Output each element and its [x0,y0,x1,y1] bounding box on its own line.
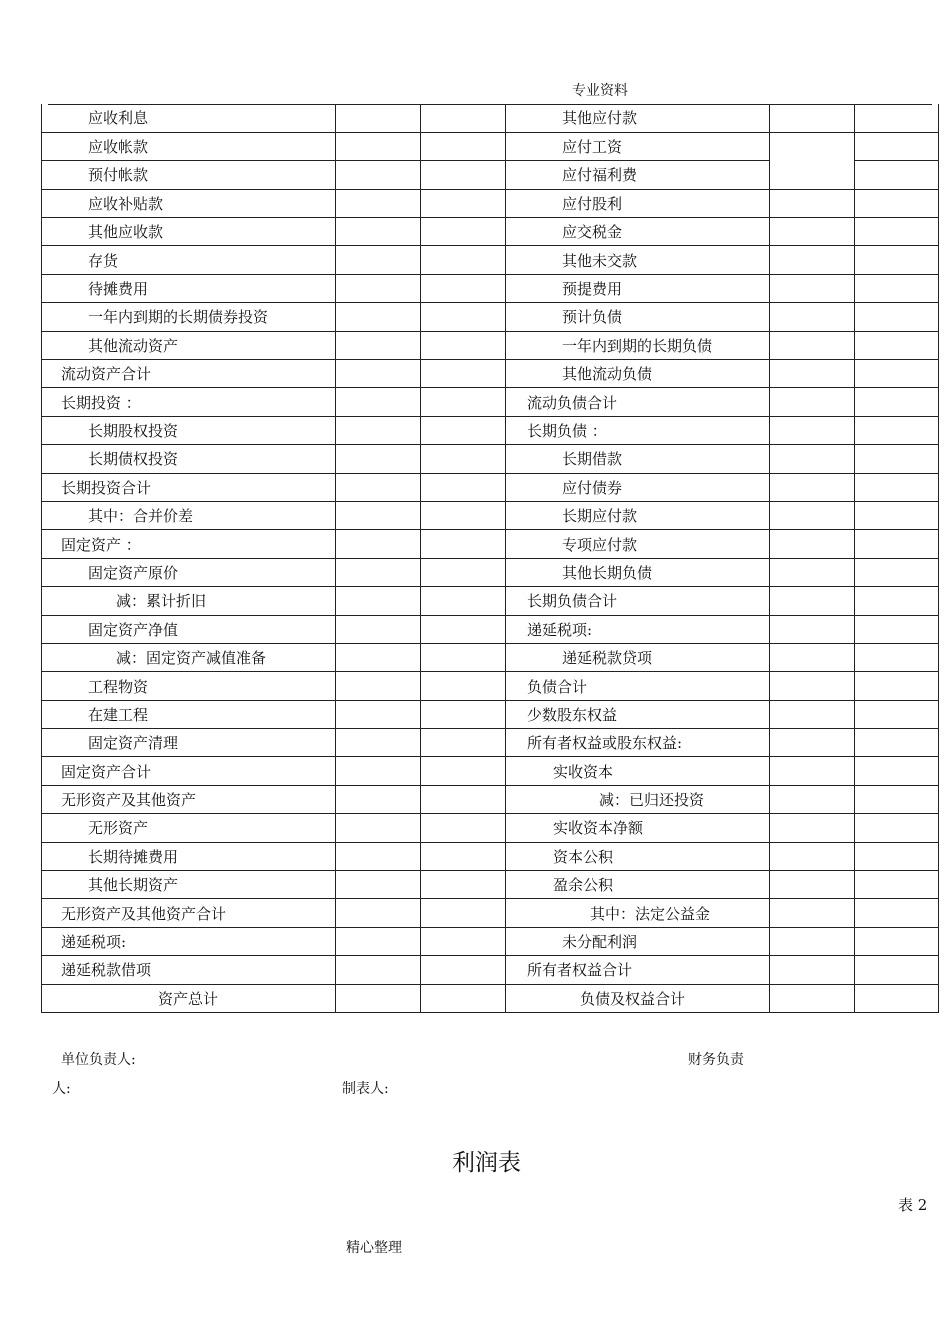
asset-end-cell [421,445,506,473]
asset-begin-cell [336,984,421,1012]
asset-item [42,303,336,331]
asset-end-cell [421,501,506,529]
asset-begin-cell [336,303,421,331]
asset-end-cell [421,842,506,870]
liability-end-cell [855,473,939,501]
asset-end-cell [421,161,506,189]
asset-item [42,416,336,444]
liability-end-cell [855,842,939,870]
liability-item-text: 长期负债 ： [527,421,607,440]
asset-end-cell [421,473,506,501]
liability-end-cell [855,218,939,246]
unit-head-label: 单位负责人: [61,1052,136,1068]
asset-end-cell [421,416,506,444]
asset-item [42,246,336,274]
liability-end-cell [855,331,939,359]
asset-end-cell [421,388,506,416]
liability-begin-cell [770,416,855,444]
liability-item-text: 少数股东权益 [527,705,618,724]
liability-item-text: 其中：法定公益金 [590,904,711,923]
liability-end-cell [855,104,939,132]
asset-item [42,643,336,671]
asset-begin-cell [336,785,421,813]
liability-end-cell [855,643,939,671]
asset-end-cell [421,218,506,246]
asset-begin-cell [336,700,421,728]
asset-item-text: 流动资产合计 [61,365,152,384]
liability-item [506,871,770,899]
liability-item [506,416,770,444]
liability-item-text: 减：已归还投资 [599,791,705,810]
liability-item [506,246,770,274]
asset-end-cell [421,530,506,558]
liability-begin-cell [770,899,855,927]
asset-item-text: 无形资产 [88,819,149,838]
table-row [42,871,939,899]
liability-begin-cell [770,700,855,728]
table-row [42,530,939,558]
liability-item [506,218,770,246]
table-row [42,587,939,615]
asset-end-cell [421,956,506,984]
liability-item-text: 其他长期负债 [562,563,653,582]
liability-begin-cell [770,643,855,671]
asset-item-text: 固定资产清理 [88,734,179,753]
liability-item-text: 所有者权益合计 [527,961,633,980]
asset-item [42,161,336,189]
liability-begin-cell [770,842,855,870]
asset-item-text: 工程物资 [88,677,149,696]
liability-item [506,927,770,955]
asset-begin-cell [336,757,421,785]
asset-begin-cell [336,388,421,416]
liability-begin-cell [770,218,855,246]
liability-item [506,842,770,870]
asset-begin-cell [336,416,421,444]
asset-end-cell [421,246,506,274]
asset-end-cell [421,587,506,615]
asset-item-text: 其中：合并价差 [88,507,194,526]
asset-begin-cell [336,643,421,671]
asset-begin-cell [336,729,421,757]
asset-begin-cell [336,558,421,586]
table-row [42,331,939,359]
asset-item [42,672,336,700]
liability-item-text: 流动负债合计 [527,393,618,412]
asset-end-cell [421,274,506,302]
liability-begin-cell [770,785,855,813]
liability-end-cell [855,360,939,388]
table-row [42,785,939,813]
liability-begin-cell [770,331,855,359]
asset-item-text: 存货 [88,251,119,270]
finance-head-label: 财务负责 [688,1052,744,1068]
asset-item-text: 固定资产 ： [61,535,141,554]
page-header: 专业资料 [572,83,628,99]
liability-item [506,984,770,1012]
table-row [42,501,939,529]
asset-item [42,530,336,558]
asset-item-text: 长期债权投资 [88,450,179,469]
liability-begin-cell [770,615,855,643]
asset-end-cell [421,927,506,955]
asset-item [42,899,336,927]
liability-end-cell [855,530,939,558]
liability-begin-cell [770,274,855,302]
asset-item-text: 固定资产合计 [61,762,152,781]
liability-item [506,445,770,473]
liability-item-text: 长期借款 [562,450,623,469]
liability-begin-cell [770,303,855,331]
asset-begin-cell [336,218,421,246]
asset-end-cell [421,615,506,643]
asset-item-text: 递延税项: [61,933,127,952]
liability-item [506,104,770,132]
balance-sheet-table [41,104,939,1013]
liability-end-cell [855,246,939,274]
liability-item-text: 一年内到期的长期负债 [562,336,713,355]
asset-item-text: 长期投资合计 [61,478,152,497]
liability-item [506,643,770,671]
table-row [42,189,939,217]
asset-end-cell [421,785,506,813]
liability-end-cell [855,189,939,217]
asset-begin-cell [336,274,421,302]
table-row [42,700,939,728]
asset-item [42,927,336,955]
finance-head-label-cont: 人: [52,1081,71,1097]
asset-item-text: 长期投资 ： [61,393,141,412]
asset-begin-cell [336,672,421,700]
table-row [42,729,939,757]
table-row [42,643,939,671]
asset-item [42,814,336,842]
liability-begin-cell [770,246,855,274]
liability-item-text: 资本公积 [553,847,614,866]
asset-item [42,218,336,246]
liability-begin-cell [770,530,855,558]
table-row [42,558,939,586]
liability-item [506,729,770,757]
liability-item-text: 预提费用 [562,280,623,299]
asset-item [42,587,336,615]
liability-item-text: 应交税金 [562,223,623,242]
asset-begin-cell [336,189,421,217]
asset-item [42,871,336,899]
asset-begin-cell [336,501,421,529]
liability-end-cell [855,445,939,473]
liability-item [506,189,770,217]
liability-begin-cell [770,587,855,615]
asset-begin-cell [336,615,421,643]
asset-item-text: 减：累计折旧 [116,592,207,611]
asset-end-cell [421,672,506,700]
asset-item [42,132,336,160]
asset-item-text: 在建工程 [88,705,149,724]
asset-item [42,984,336,1012]
asset-item-text: 减：固定资产减值准备 [116,649,267,668]
table-row [42,388,939,416]
liability-item-text: 所有者权益或股东权益: [527,734,683,753]
liability-item [506,501,770,529]
table-row [42,842,939,870]
asset-item [42,757,336,785]
liability-end-cell [855,956,939,984]
liability-end-cell [855,672,939,700]
asset-begin-cell [336,445,421,473]
table-row [42,303,939,331]
asset-item [42,700,336,728]
table-row [42,757,939,785]
asset-item [42,445,336,473]
liability-end-cell [855,899,939,927]
liability-item [506,558,770,586]
liability-item [506,161,770,189]
table-row [42,218,939,246]
liability-end-cell [855,587,939,615]
liability-item [506,956,770,984]
liability-begin-cell [770,814,855,842]
table-row [42,132,939,160]
asset-item [42,104,336,132]
asset-item [42,501,336,529]
liability-end-cell [855,757,939,785]
asset-item [42,331,336,359]
liability-end-cell [855,501,939,529]
liability-item [506,388,770,416]
asset-begin-cell [336,104,421,132]
asset-item [42,274,336,302]
asset-begin-cell [336,161,421,189]
liability-item [506,615,770,643]
asset-end-cell [421,360,506,388]
asset-begin-cell [336,246,421,274]
asset-end-cell [421,104,506,132]
asset-begin-cell [336,530,421,558]
asset-item-text: 长期股权投资 [88,421,179,440]
asset-item-text: 其他应收款 [88,223,164,242]
table-row [42,672,939,700]
asset-item-text: 待摊费用 [88,280,149,299]
preparer-label: 制表人: [342,1081,389,1097]
asset-item [42,956,336,984]
liability-begin-cell [770,927,855,955]
asset-begin-cell [336,331,421,359]
asset-item-text: 一年内到期的长期债券投资 [88,308,269,327]
asset-item [42,785,336,813]
liability-item-text: 实收资本 [553,762,614,781]
asset-begin-cell [336,587,421,615]
liability-begin-cell [770,360,855,388]
liability-begin-cell [770,132,855,189]
asset-item-text: 长期待摊费用 [88,847,179,866]
asset-item-text: 应收帐款 [88,138,149,157]
asset-begin-cell [336,899,421,927]
asset-end-cell [421,303,506,331]
asset-item-text: 无形资产及其他资产合计 [61,904,227,923]
liability-item-text: 应付股利 [562,194,623,213]
asset-item-text: 其他长期资产 [88,876,179,895]
table-row [42,360,939,388]
table-row [42,246,939,274]
asset-item [42,615,336,643]
table-row [42,927,939,955]
liability-item-text: 长期负债合计 [527,592,618,611]
liability-end-cell [855,984,939,1012]
table-row [42,445,939,473]
asset-begin-cell [336,956,421,984]
liability-begin-cell [770,189,855,217]
liability-item [506,530,770,558]
asset-end-cell [421,643,506,671]
table-number: 表 2 [898,1196,928,1214]
asset-end-cell [421,871,506,899]
liability-item-text: 其他应付款 [562,109,638,128]
liability-begin-cell [770,501,855,529]
liability-item [506,473,770,501]
asset-item [42,558,336,586]
liability-item-text: 预计负债 [562,308,623,327]
asset-item-text: 固定资产净值 [88,620,179,639]
asset-end-cell [421,984,506,1012]
asset-begin-cell [336,842,421,870]
asset-item-text: 其他流动资产 [88,336,179,355]
liability-begin-cell [770,984,855,1012]
asset-end-cell [421,132,506,160]
asset-item-text: 资产总计 [158,989,219,1008]
table-row [42,899,939,927]
liability-end-cell [855,729,939,757]
liability-item [506,331,770,359]
liability-item-text: 实收资本净额 [553,819,644,838]
liability-item-text: 应付债券 [562,478,623,497]
asset-end-cell [421,558,506,586]
liability-end-cell [855,785,939,813]
liability-item [506,700,770,728]
table-row [42,274,939,302]
liability-item [506,814,770,842]
asset-end-cell [421,814,506,842]
liability-item-text: 未分配利润 [562,933,638,952]
liability-begin-cell [770,729,855,757]
liability-item-text: 盈余公积 [553,876,614,895]
liability-end-cell [855,132,939,160]
asset-begin-cell [336,814,421,842]
liability-item [506,672,770,700]
liability-begin-cell [770,388,855,416]
asset-item [42,388,336,416]
asset-end-cell [421,729,506,757]
asset-item-text: 预付帐款 [88,166,149,185]
asset-item-text: 递延税款借项 [61,961,152,980]
liability-item-text: 负债合计 [527,677,588,696]
asset-item [42,360,336,388]
liability-item [506,757,770,785]
page-footer: 精心整理 [346,1240,402,1256]
liability-item-text: 长期应付款 [562,507,638,526]
table-row [42,473,939,501]
liability-end-cell [855,871,939,899]
liability-begin-cell [770,104,855,132]
table-row [42,956,939,984]
asset-begin-cell [336,927,421,955]
asset-item [42,189,336,217]
liability-item-text: 专项应付款 [562,535,638,554]
liability-item [506,132,770,160]
liability-begin-cell [770,871,855,899]
asset-end-cell [421,899,506,927]
asset-begin-cell [336,871,421,899]
liability-end-cell [855,303,939,331]
liability-item-text: 递延税款贷项 [562,649,653,668]
income-statement-title: 利润表 [452,1150,521,1176]
liability-item-text: 其他未交款 [562,251,638,270]
table-row [42,984,939,1012]
liability-item [506,360,770,388]
asset-end-cell [421,331,506,359]
table-row [42,615,939,643]
table-row [42,104,939,132]
liability-begin-cell [770,672,855,700]
asset-end-cell [421,757,506,785]
liability-end-cell [855,388,939,416]
liability-begin-cell [770,757,855,785]
asset-begin-cell [336,132,421,160]
liability-begin-cell [770,445,855,473]
liability-end-cell [855,416,939,444]
asset-item-text: 应收补贴款 [88,194,164,213]
liability-item [506,303,770,331]
asset-item [42,473,336,501]
asset-item-text: 固定资产原价 [88,563,179,582]
liability-item [506,274,770,302]
asset-item [42,842,336,870]
liability-item-text: 其他流动负债 [562,365,653,384]
liability-item-text: 应付工资 [562,138,623,157]
liability-end-cell [855,161,939,189]
liability-item [506,899,770,927]
liability-item-text: 应付福利费 [562,166,638,185]
liability-begin-cell [770,956,855,984]
liability-item [506,785,770,813]
liability-end-cell [855,927,939,955]
asset-item-text: 应收利息 [88,109,149,128]
asset-begin-cell [336,473,421,501]
liability-item-text: 负债及权益合计 [580,989,686,1008]
liability-begin-cell [770,558,855,586]
asset-end-cell [421,189,506,217]
table-row [42,814,939,842]
liability-end-cell [855,558,939,586]
asset-begin-cell [336,360,421,388]
asset-item-text: 无形资产及其他资产 [61,791,197,810]
liability-item-text: 递延税项: [527,620,593,639]
table-row [42,416,939,444]
liability-end-cell [855,700,939,728]
liability-end-cell [855,615,939,643]
liability-end-cell [855,814,939,842]
liability-item [506,587,770,615]
asset-end-cell [421,700,506,728]
asset-item [42,729,336,757]
liability-end-cell [855,274,939,302]
liability-begin-cell [770,473,855,501]
